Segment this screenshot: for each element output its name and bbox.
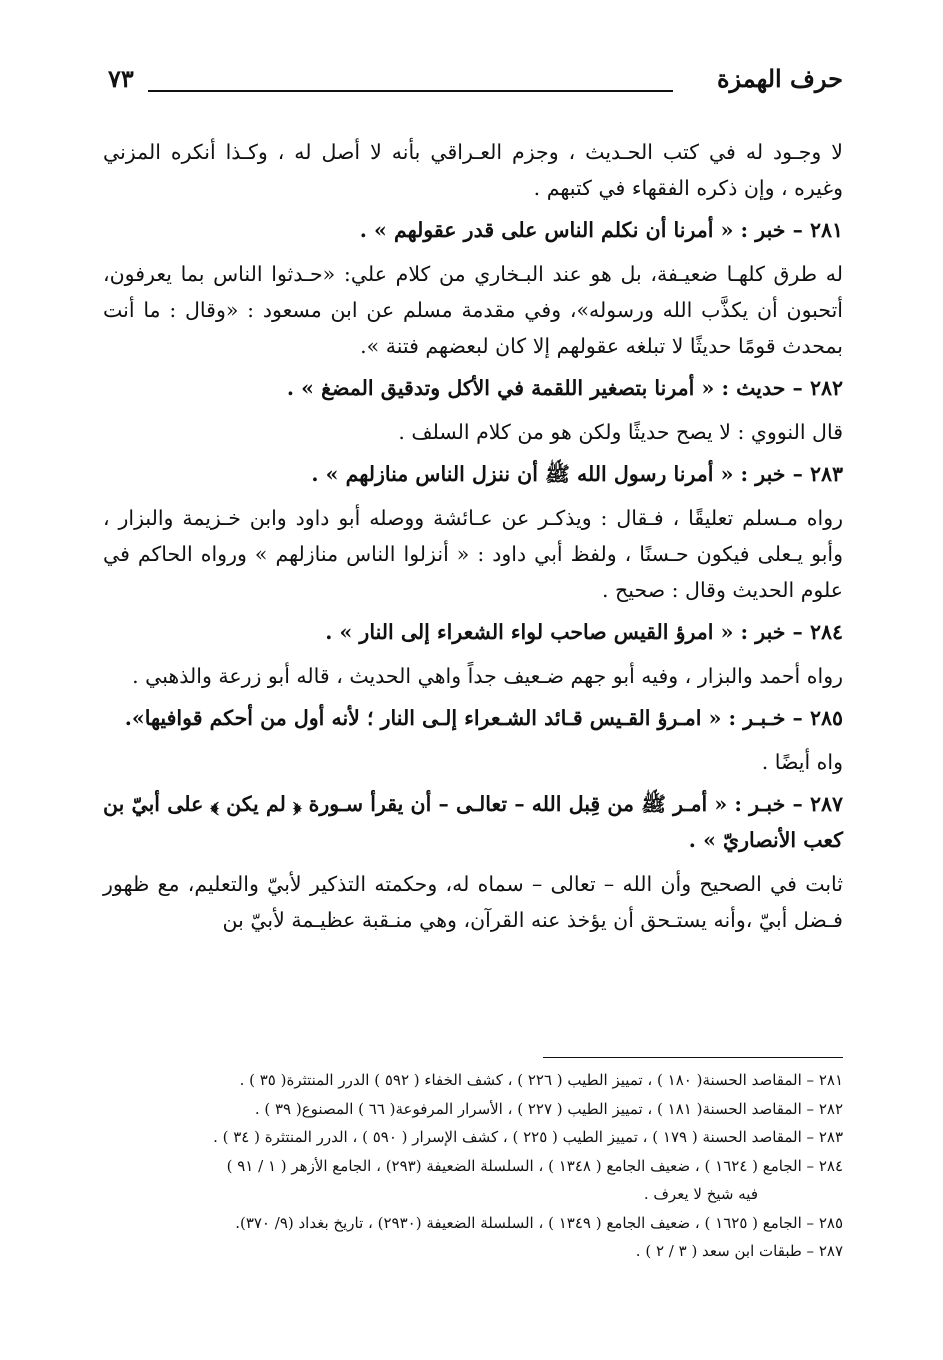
hadith-entry-284: ٢٨٤ – خبر : « امرؤ القيس صاحب لواء الشعراء إلى النار » . bbox=[325, 620, 843, 644]
paragraph: لا وجـود له في كتب الحـديث ، وجزم العـراقي بأنه لا أصل له ، وكـذا أنكره المزني وغيره ، وإن ذكره الفقهاء في كتبهم . bbox=[103, 140, 843, 200]
paragraph: رواه مـسلم تعليقًا ، فـقال : ويذكـر عن عـائشة ووصله أبو داود وابن خـزيمة والبزار ، وأبو يـعلى فيكون حـسنًا ، ولفظ أبي داود : « أنزلوا الناس منازلهم » ورواه الحاكم في علوم الحديث وقال : صحيح . bbox=[103, 506, 843, 602]
paragraph: واه أيضًا . bbox=[761, 750, 843, 774]
paragraph: قال النووي : لا يصح حديثًا ولكن هو من كلام السلف . bbox=[398, 420, 843, 444]
footnote-281: ٢٨١ – المقاصد الحسنة( ١٨٠ ) ، تمييز الطيب ( ٢٢٦ ) ، كشف الخفاء ( ٥٩٢ ) الدرر المنتثرة( ٣٥ ) . bbox=[239, 1071, 843, 1089]
hadith-entry-287: ٢٨٧ – خبـر : « أمـر ﷺ من قِبل الله – تعالـى – أن يقرأ سـورة ﴿ لم يكن ﴾ على أبيّ بن كعب الأنصاريّ » . bbox=[103, 792, 843, 852]
footnote-285: ٢٨٥ – الجامع ( ١٦٢٥ ) ، ضعيف الجامع ( ١٣٤٩ ) ، السلسلة الضعيفة (٢٩٣٠) ، تاريخ بغداد (٩/ ٣٧٠). bbox=[235, 1213, 843, 1232]
footnote-284-continuation: فيه شيخ لا يعرف . bbox=[643, 1185, 758, 1203]
page-number: ٧٣ bbox=[108, 64, 134, 93]
footnote-282: ٢٨٢ – المقاصد الحسنة( ١٨١ ) ، تمييز الطيب ( ٢٢٧ ) ، الأسرار المرفوعة( ٦٦ ) المصنوع( ٣٩ ) . bbox=[254, 1099, 843, 1118]
footnote-separator bbox=[543, 1057, 843, 1058]
main-text bbox=[103, 134, 843, 944]
hadith-entry-281: ٢٨١ – خبر : « أمرنا أن نكلم الناس على قدر عقولهم » . bbox=[359, 218, 843, 242]
footnote-287: ٢٨٧ – طبقات ابن سعد ( ٣ / ٢ ) . bbox=[635, 1242, 843, 1260]
page-header bbox=[108, 64, 843, 104]
paragraph: ثابت في الصحيح وأن الله – تعالى – سماه له، وحكمته التذكير لأبيّ والتعليم، مع ظهور فـضل أبيّ ،وأنه يستـحق أن يؤخذ عنه القرآن، وهي منـقبة عظيـمة لأبيّ بن bbox=[103, 872, 843, 932]
chapter-title: حرف الهمزة bbox=[716, 64, 843, 93]
footnotes bbox=[103, 1066, 843, 1266]
footnote-283: ٢٨٣ – المقاصد الحسنة ( ١٧٩ ) ، تمييز الطيب ( ٢٢٥ ) ، كشف الإسرار ( ٥٩٠ ) ، الدرر المنتثرة ( ٣٤ ) . bbox=[213, 1128, 843, 1146]
hadith-entry-283: ٢٨٣ – خبر : « أمرنا رسول الله ﷺ أن ننزل الناس منازلهم » . bbox=[311, 462, 843, 486]
hadith-entry-282: ٢٨٢ – حديث : « أمرنا بتصغير اللقمة في الأكل وتدقيق المضغ » . bbox=[286, 376, 843, 400]
header-rule bbox=[148, 90, 673, 92]
footnote-284: ٢٨٤ – الجامع ( ١٦٢٤ ) ، ضعيف الجامع ( ١٣٤٨ ) ، السلسلة الضعيفة (٢٩٣) ، الجامع الأزهر ( ١ / ٩١ ) bbox=[226, 1156, 843, 1175]
paragraph: رواه أحمد والبزار ، وفيه أبو جهم ضـعيف جداً واهي الحديث ، قاله أبو زرعة والذهبي . bbox=[132, 664, 843, 688]
hadith-entry-285: ٢٨٥ – خـبـر : « امـرؤ القـيس قـائد الشـعراء إلـى النار ؛ لأنه أول من أحكم قوافيها». bbox=[124, 706, 843, 730]
paragraph: له طرق كلهـا ضعيـفة، بل هو عند البـخاري من كلام علي: «حـدثوا الناس بما يعرفون، أتحبون أن يكذَّب الله ورسوله»، وفي مقدمة مسلم عن ابن مسعود : «وقال : ما أنت بمحدث قومًا حديثًا لا تبلغه عقولهم إلا كان لبعضهم فتنة ». bbox=[103, 262, 843, 358]
